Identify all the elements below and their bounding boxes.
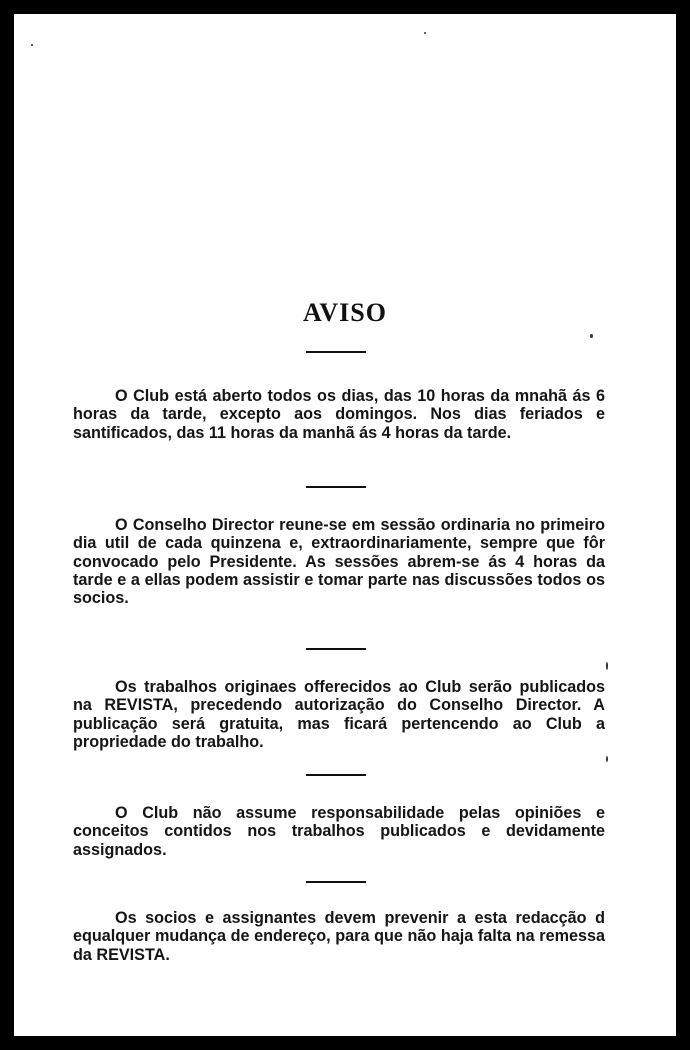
print-speck — [31, 44, 33, 46]
document-page — [14, 14, 676, 1036]
divider-rule — [306, 881, 366, 883]
paragraph-council-sessions: O Conselho Director reune-se em sessão ordinaria no primeiro dia util de cada quinzena e, extraordinariamente, sempre que fôr convocado pelo Presidente. As sessões abrem-se ás 4 horas da tarde e a ellas podem assistir e tomar parte nas discussões todos os socios. — [73, 516, 605, 608]
print-speck — [606, 662, 608, 670]
divider-rule — [306, 486, 366, 488]
notice-title: AVISO — [302, 298, 387, 327]
print-speck — [424, 32, 426, 34]
paragraph-address-change: Os socios e assignantes devem prevenir a esta redacção d equalquer mudança de endereço, para que não haja falta na remessa da REVISTA. — [73, 909, 605, 964]
divider-rule — [306, 648, 366, 650]
paragraph-opening-hours: O Club está aberto todos os dias, das 10 horas da mnahã ás 6 horas da tarde, excepto aos domingos. Nos dias feriados e santificados, das 11 horas da manhã ás 4 horas da tarde. — [73, 387, 605, 442]
divider-rule — [306, 774, 366, 776]
paragraph-publications: Os trabalhos originaes offerecidos ao Club serão publicados na REVISTA, precedendo autorização do Conselho Director. A publicação será gratuita, mas ficará pertencendo ao Club a propriedade do trabalho. — [73, 678, 605, 751]
print-speck — [606, 756, 608, 762]
divider-rule — [306, 351, 366, 353]
paragraph-responsibility: O Club não assume responsabilidade pelas opiniões e conceitos contidos nos trabalhos publicados e devidamente assignados. — [73, 804, 605, 859]
print-speck — [590, 334, 593, 338]
